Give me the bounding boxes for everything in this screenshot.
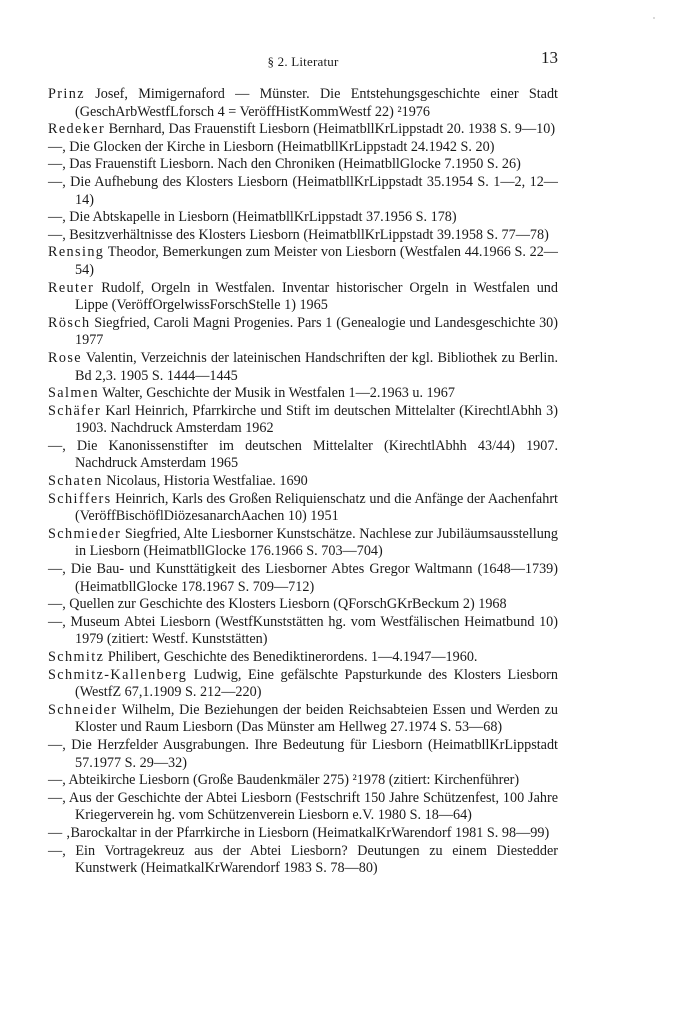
entry-text: Die Aufhebung des Klosters Liesborn (HeimatbllKrLippstadt 35.1954 S. 1—2, 12—14) [65,173,558,208]
entry-author: —, [48,437,66,454]
page-header [48,48,558,74]
bibliography-entry [48,121,558,139]
entry-author: —, [48,226,66,243]
entry-text: Rudolf, Orgeln in Westfalen. Inventar historischer Orgeln in Westfalen und Lippe (VeröffOrgelwissForschStelle 1) 1965 [75,279,558,314]
bibliography-entry [48,473,558,491]
entry-text: Ein Vortragekreuz aus der Abtei Liesborn? Deutungen zu einem Diestedder Kunstwerk (HeimatkalKrWarendorf 1983 S. 78—80) [65,842,558,877]
entry-text: Die Bau- und Kunsttätigkeit des Liesborner Abtes Gregor Waltmann (1648—1739) (HeimatbllGlocke 178.1967 S. 709—712) [65,561,558,595]
page-number: 13 [541,48,558,67]
scan-speck [653,17,655,19]
entry-author: —, [48,772,66,789]
entry-author: Schmieder [48,525,122,542]
entry-author: Schäfer [48,402,102,419]
entry-author: Redeker [48,121,106,138]
entry-text: Heinrich, Karls des Großen Reliquienschatz und die Anfänge der Aachenfahrt (VeröffBischöflDiözesanarchAachen 10) 1951 [75,490,558,525]
entry-text: Besitzverhältnisse des Klosters Liesborn (HeimatbllKrLippstadt 39.1958 S. 77—78) [65,226,549,243]
bibliography-entry [48,209,558,227]
entry-author: —, [48,173,66,190]
entry-text: Die Kanonissenstifter im deutschen Mittelalter (KirechtlAbhh 43/44) 1907. Nachdruck Amsterdam 1965 [65,437,558,472]
entry-author: —, [48,596,66,613]
entry-author: Salmen [48,385,99,402]
bibliography-entry [48,86,558,121]
entry-text: Josef, Mimigernaford — Münster. Die Entstehungsgeschichte einer Stadt (GeschArbWestfLforsch 4 = VeröffHistKommWestf 22) ²1976 [75,86,558,120]
entry-text: Siegfried, Caroli Magni Progenies. Pars 1 (Genealogie und Landesgeschichte 30) 1977 [75,314,558,349]
entry-author: —, [48,209,66,226]
bibliography-entry [48,156,558,174]
entry-author: Schneider [48,701,118,718]
entry-author: Schmitz [48,649,105,665]
bibliography-entry [48,280,558,315]
bibliography-entry [48,174,558,209]
bibliography-entry [48,702,558,737]
bibliography-entry [48,315,558,350]
entry-text: Walter, Geschichte der Musik in Westfalen 1—2.1963 u. 1967 [98,385,455,402]
entry-text: Valentin, Verzeichnis der lateinischen Handschriften der kgl. Bibliothek zu Berlin. Bd 2,3. 1905 S. 1444—1445 [75,349,558,384]
entry-author: —, [48,156,66,173]
entry-text: Nicolaus, Historia Westfaliae. 1690 [102,473,308,490]
entry-author: —, [48,613,66,630]
entry-text: Abteikirche Liesborn (Große Baudenkmäler 275) ²1978 (zitiert: Kirchenführer) [65,772,520,789]
entry-author: Reuter [48,279,95,296]
entry-author: — [48,824,63,841]
running-title: § 2. Literatur [267,54,339,69]
entry-text: Philibert, Geschichte des Benediktinerordens. 1—4.1947—1960. [104,649,478,665]
entry-author: —, [48,789,66,806]
entry-author: —, [48,736,66,753]
bibliography-entry [48,649,558,667]
entry-text: Ludwig, Eine gefälschte Papsturkunde des Klosters Liesborn (WestfZ 67,1.1909 S. 212—220) [75,666,558,701]
bibliography-entry [48,491,558,526]
entry-author: —, [48,138,66,155]
bibliography-entry [48,737,558,772]
entry-author: Prinz [48,86,85,102]
bibliography-entry [48,403,558,438]
entry-text: Die Herzfelder Ausgrabungen. Ihre Bedeutung für Liesborn (HeimatbllKrLippstadt 57.1977 S. 29—32) [65,736,558,771]
entry-author: Schaten [48,473,103,490]
entry-text: Bernhard, Das Frauenstift Liesborn (HeimatbllKrLippstadt 20. 1938 S. 9—10) [105,121,556,138]
entry-text: Quellen zur Geschichte des Klosters Liesborn (QForschGKrBeckum 2) 1968 [65,596,507,613]
entry-text: Aus der Geschichte der Abtei Liesborn (Festschrift 150 Jahre Schützenfest, 100 Jahre Kriegerverein hg. vom Schützenverein Liesborn e.V. 1980 S. 18—64) [65,789,558,824]
bibliography-entry [48,438,558,473]
bibliography-entry [48,350,558,385]
entry-text: Karl Heinrich, Pfarrkirche und Stift im deutschen Mittelalter (KirechtlAbhh 3) 1903. Nachdruck Amsterdam 1962 [75,402,558,437]
entry-text: Wilhelm, Die Beziehungen der beiden Reichsabteien Essen und Werden zu Kloster und Raum Liesborn (Das Münster am Hellweg 27.1974 S. 53—68) [75,701,558,736]
bibliography-entry [48,825,558,843]
entry-author: Rensing [48,244,105,261]
entry-author: —, [48,842,66,859]
bibliography-entry [48,561,558,596]
entry-text: Museum Abtei Liesborn (WestfKunststätten hg. vom Westfälischen Heimatbund 10) 1979 (zitiert: Westf. Kunststätten) [65,613,558,648]
entry-text: Die Glocken der Kirche in Liesborn (HeimatbllKrLippstadt 24.1942 S. 20) [65,138,495,155]
entry-author: Schmitz-Kallenberg [48,666,188,683]
bibliography-entry [48,790,558,825]
entry-author: Schiffers [48,490,112,507]
entry-author: —, [48,561,66,578]
entry-text: ‚Barockaltar in der Pfarrkirche in Liesborn (HeimatkalKrWarendorf 1981 S. 98—99) [62,824,550,841]
bibliography-entry [48,614,558,649]
bibliography-entry [48,843,558,878]
entry-text: Theodor, Bemerkungen zum Meister von Liesborn (Westfalen 44.1966 S. 22—54) [75,244,558,278]
entry-text: Siegfried, Alte Liesborner Kunstschätze. Nachlese zur Jubiläumsausstellung in Liesborn (HeimatbllGlocke 176.1966 S. 703—704) [75,525,558,560]
bibliography-entry [48,667,558,702]
bibliography-list [48,86,558,878]
bibliography-entry [48,526,558,561]
entry-author: Rösch [48,314,91,331]
entry-text: Die Abtskapelle in Liesborn (HeimatbllKrLippstadt 37.1956 S. 178) [65,209,457,226]
bibliography-entry [48,772,558,790]
bibliography-entry [48,596,558,614]
bibliography-entry [48,227,558,245]
bibliography-entry [48,244,558,279]
bibliography-entry [48,139,558,157]
entry-text: Das Frauenstift Liesborn. Nach den Chroniken (HeimatbllGlocke 7.1950 S. 26) [65,156,521,173]
entry-author: Rose [48,349,82,366]
bibliography-entry [48,385,558,403]
